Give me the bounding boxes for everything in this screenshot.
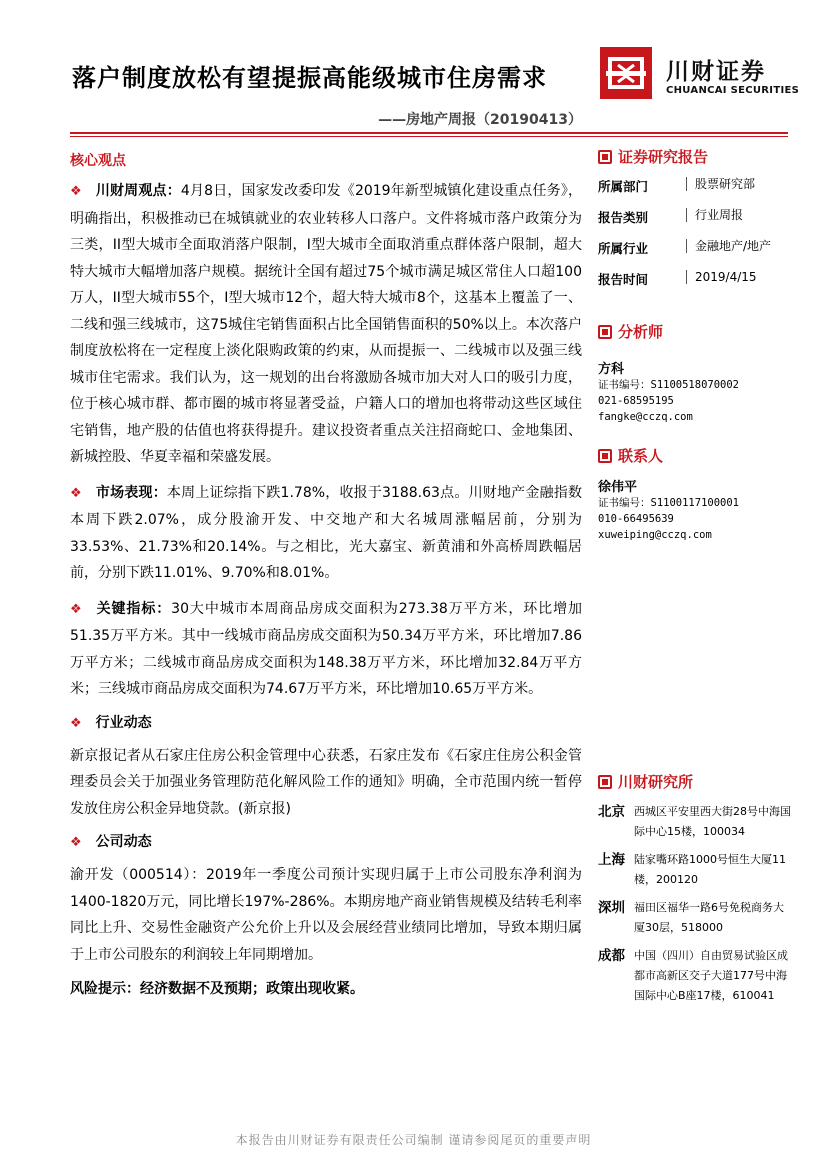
report-info-heading-text: 证券研究报告 <box>618 148 709 166</box>
header-divider-thin <box>70 136 788 137</box>
contact-card <box>598 476 798 543</box>
address-item <box>598 946 798 1006</box>
diamond-bullet-icon: ❖ <box>70 601 83 617</box>
analyst-phone: 021-68595195 <box>598 395 674 407</box>
address-city: 上海 <box>598 852 625 868</box>
company-heading-text: 公司动态 <box>95 834 152 850</box>
info-value: 股票研究部 <box>686 177 755 191</box>
indicators-label: 关键指标： <box>96 600 172 617</box>
analyst-card <box>598 358 798 425</box>
indicators-paragraph <box>70 596 582 703</box>
analyst-name: 方科 <box>598 362 625 377</box>
indicators-text: 30大中城市本周商品房成交面积为273.38万平方米，环比增加51.35万平方米。其中一线城市商品房成交面积为50.34万平方米，环比增加7.86万平方米；二线城市商品房成交面积为148.38万平方米，环比增加32.84万平方米；三线城市商品房成交面积为74.67万平方米，环比增加10.65万平方米。 <box>70 600 582 697</box>
report-subtitle: ——房地产周报（20190413） <box>378 112 582 128</box>
weekly-view-paragraph <box>70 178 582 471</box>
industry-text: 新京报记者从石家庄住房公积金管理中心获悉，石家庄发布《石家庄住房公积金管理委员会关于加强业务管理防范化解风险工作的通知》明确，全市范围内统一暂停发放住房公积金异地贷款。(新京报) <box>70 747 582 817</box>
industry-heading-text: 行业动态 <box>95 714 152 731</box>
industry-heading <box>70 712 582 735</box>
address-text: 中国（四川）自由贸易试验区成都市高新区交子大道177号中海国际中心B座17楼，610041 <box>634 949 788 1002</box>
diamond-bullet-icon: ❖ <box>70 184 82 199</box>
analyst-heading <box>598 321 798 342</box>
square-bullet-icon <box>598 150 612 164</box>
info-key: 报告类别 <box>598 210 649 225</box>
address-city: 北京 <box>598 804 625 820</box>
analyst-email[interactable]: fangke@cczq.com <box>598 411 693 423</box>
address-text: 陆家嘴环路1000号恒生大厦11楼，200120 <box>634 853 786 886</box>
contact-email[interactable]: xuweiping@cczq.com <box>598 529 712 541</box>
address-item <box>598 898 798 938</box>
contact-cert: 证书编号：S1100117100001 <box>598 497 740 509</box>
info-value: 行业周报 <box>686 208 743 222</box>
analyst-heading-text: 分析师 <box>618 323 664 341</box>
contact-phone: 010-66495639 <box>598 513 674 525</box>
info-row <box>598 177 798 208</box>
company-text: 渝开发（000514）：2019年一季度公司预计实现归属于上市公司股东净利润为1400-1820万元，同比增长197%-286%。本期房地产商业销售规模及结转毛利率同比上升、交易性金融资产公允价上升以及会展经营业绩同比增加，导致本期归属于上市公司股东的利润较上年同期增加。 <box>70 867 582 963</box>
sidebar <box>598 146 798 1014</box>
info-row <box>598 270 798 301</box>
risk-warning: 风险提示：经济数据不及预期；政策出现收紧。 <box>70 981 364 997</box>
info-value: 2019/4/15 <box>686 270 757 284</box>
company-logo <box>600 47 800 103</box>
info-key: 报告时间 <box>598 272 649 287</box>
weekly-view-label: 川财周观点： <box>95 183 181 199</box>
weekly-view-text: 4月8日，国家发改委印发《2019年新型城镇化建设重点任务》，明确指出，积极推动已在城镇就业的农业转移人口落户。文件将城市落户政策分为三类，II型大城市全面取消落户限制，I型大城市全面取消重点群体落户限制，超大特大城市大幅增加落户规模。据统计全国有超过75个城市满足城区常住人口超100万人，II型大城市55个，I型大城市12个，超大特大城市8个，这基本上覆盖了一、二线和强三线城市，这75城住宅销售面积占比全国销售面积的50%以上。本次落户制度放松将在一定程度上淡化限购政策的约束，从而提振一、二线城市以及强三线城市住宅需求。我们认为，这一规划的出台将激励各城市加大对人口的吸引力度，位于核心城市群、都市圈的城市将显著受益，户籍人口的增加也将带动这些区域住宅销售，地产股的估值也将获得提升。建议投资者重点关注招商蛇口、金地集团、新城控股、华夏幸福和荣盛发展。 <box>70 183 582 465</box>
report-info-heading <box>598 146 798 167</box>
logo-english-name: CHUANCAI SECURITIES <box>666 85 800 96</box>
company-heading <box>70 831 582 854</box>
diamond-bullet-icon: ❖ <box>70 715 82 731</box>
market-paragraph <box>70 480 582 587</box>
info-value: 金融地产/地产 <box>686 239 771 253</box>
institute-heading-text: 川财研究所 <box>618 773 694 791</box>
info-row <box>598 239 798 270</box>
main-content <box>70 146 582 1001</box>
address-city: 成都 <box>598 948 625 964</box>
contact-heading <box>598 445 798 466</box>
diamond-bullet-icon: ❖ <box>70 485 82 501</box>
logo-chinese-name: 川财证券 <box>666 59 766 85</box>
contact-heading-text: 联系人 <box>618 447 664 465</box>
institute-heading <box>598 771 798 792</box>
market-text: 本周上证综指下跌1.78%，收报于3188.63点。川财地产金融指数本周下跌2.07%，成分股渝开发、中交地产和大名城周涨幅居前，分别为33.53%、21.73%和20.14%。与之相比，光大嘉宝、新黄浦和外高桥周跌幅居前，分别下跌11.01%、9.70%和8.01%。 <box>70 484 583 581</box>
address-item <box>598 802 798 842</box>
diamond-bullet-icon: ❖ <box>70 835 82 850</box>
report-title: 落户制度放松有望提振高能级城市住房需求 <box>72 64 547 92</box>
address-text: 西城区平安里西大街28号中海国际中心15楼，100034 <box>634 805 791 838</box>
info-row <box>598 208 798 239</box>
analyst-cert: 证书编号：S1100518070002 <box>598 379 740 391</box>
core-view-title: 核心观点 <box>70 153 126 169</box>
square-bullet-icon <box>598 775 612 789</box>
market-label: 市场表现： <box>95 484 167 501</box>
contact-name: 徐伟平 <box>598 480 638 495</box>
address-item <box>598 850 798 890</box>
address-city: 深圳 <box>598 900 625 916</box>
info-key: 所属行业 <box>598 241 649 256</box>
header-divider <box>70 132 788 134</box>
logo-mark-icon <box>600 47 652 99</box>
square-bullet-icon <box>598 325 612 339</box>
address-text: 福田区福华一路6号免税商务大厦30层，518000 <box>634 901 784 934</box>
info-key: 所属部门 <box>598 179 649 194</box>
square-bullet-icon <box>598 449 612 463</box>
page-footer: 本报告由川财证券有限责任公司编制 谨请参阅尾页的重要声明 <box>235 1133 592 1147</box>
